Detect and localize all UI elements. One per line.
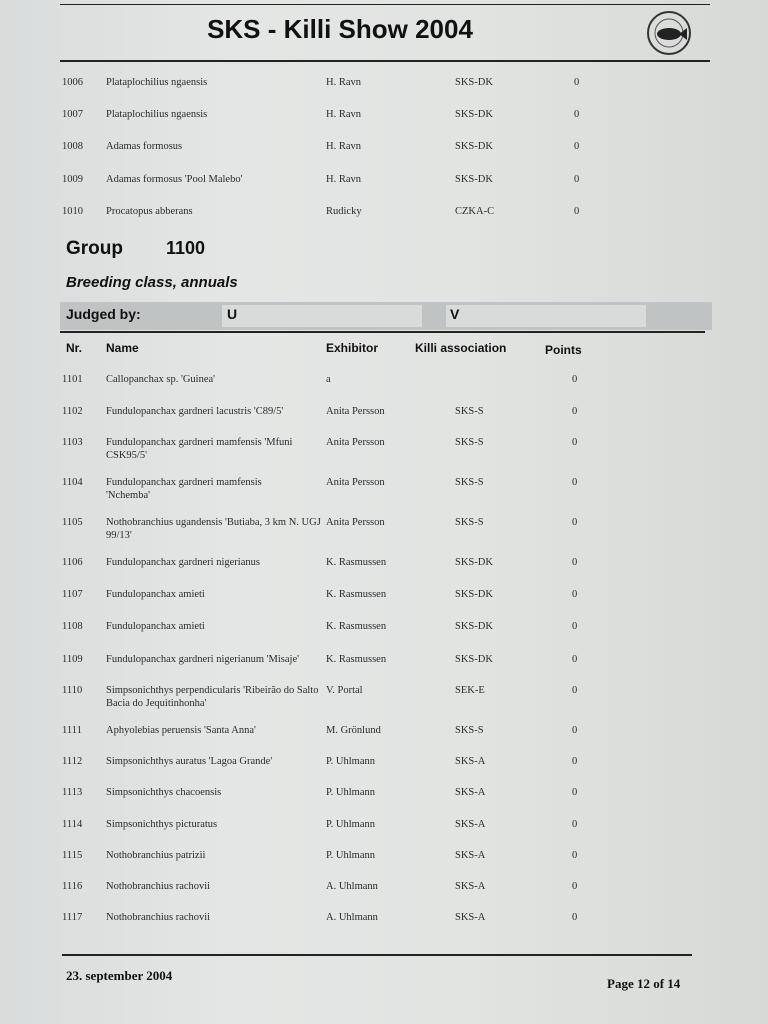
row-points: 0 [572, 406, 578, 417]
row-nr: 1102 [62, 406, 83, 417]
judge-1-box [222, 305, 422, 327]
row-points: 0 [572, 477, 578, 488]
row-name: Nothobranchius ugandensis 'Butiaba, 3 km N. UGJ 99/13' [106, 517, 321, 541]
row-nr: 1107 [62, 589, 83, 600]
row-points: 0 [572, 787, 578, 798]
row-nr: 1116 [62, 881, 83, 892]
row-name: Aphyolebias peruensis 'Santa Anna' [106, 725, 256, 736]
row-exhibitor: K. Rasmussen [326, 557, 387, 568]
row-nr: 1110 [62, 685, 83, 696]
row-name: Fundulopanchax amieti [106, 621, 205, 632]
row-exhibitor: P. Uhlmann [326, 787, 376, 798]
row-nr: 1101 [62, 374, 83, 385]
row-name: Fundulopanchax gardneri mamfensis 'Nchemba' [106, 477, 262, 501]
row-exhibitor: A. Uhlmann [326, 881, 378, 892]
row-name: Callopanchax sp. 'Guinea' [106, 374, 216, 385]
row-association: SKS-A [455, 756, 486, 767]
row-exhibitor: A. Uhlmann [326, 912, 378, 923]
row-association: SKS-S [455, 725, 484, 736]
row-exhibitor: Anita Persson [326, 406, 385, 417]
row-name: Adamas formosus 'Pool Malebo' [106, 174, 243, 185]
row-nr: 1008 [62, 141, 83, 152]
row-name: Fundulopanchax gardneri nigerianus [106, 557, 260, 568]
row-points: 0 [574, 174, 580, 185]
group-number: 1100 [166, 238, 206, 258]
judge-1-value: U [227, 306, 238, 322]
row-name: Simpsonichthys perpendicularis 'Ribeirão do Salto Bacia do Jequitinhonha' [106, 685, 319, 709]
row-association: SKS-DK [455, 654, 493, 665]
row-exhibitor: P. Uhlmann [326, 756, 376, 767]
row-association: SKS-DK [455, 621, 493, 632]
row-nr: 1108 [62, 621, 83, 632]
column-header-exhibitor: Exhibitor [326, 341, 379, 355]
row-nr: 1113 [62, 787, 83, 798]
row-points: 0 [572, 850, 578, 861]
row-exhibitor: P. Uhlmann [326, 819, 376, 830]
row-name: Nothobranchius rachovii [106, 912, 211, 923]
row-exhibitor: K. Rasmussen [326, 589, 387, 600]
row-association: SKS-DK [455, 557, 493, 568]
row-association: SKS-A [455, 850, 486, 861]
row-association: SKS-S [455, 437, 484, 448]
row-association: SKS-A [455, 881, 486, 892]
row-exhibitor: H. Ravn [326, 174, 361, 185]
row-association: SKS-A [455, 912, 486, 923]
row-association: SKS-A [455, 787, 486, 798]
footer-page-number: Page 12 of 14 [607, 976, 681, 991]
group-label: Group [66, 238, 123, 259]
row-nr: 1114 [62, 819, 83, 830]
row-points: 0 [572, 589, 578, 600]
row-exhibitor: P. Uhlmann [326, 850, 376, 861]
row-points: 0 [572, 685, 578, 696]
row-nr: 1007 [62, 109, 83, 120]
row-points: 0 [572, 517, 578, 528]
judge-2-box [446, 305, 646, 327]
row-name: Procatopus abberans [106, 206, 193, 217]
row-association: CZKA-C [455, 206, 495, 217]
row-points: 0 [572, 437, 578, 448]
row-exhibitor: K. Rasmussen [326, 621, 387, 632]
row-exhibitor: K. Rasmussen [326, 654, 387, 665]
row-points: 0 [572, 654, 578, 665]
row-points: 0 [572, 756, 578, 767]
row-points: 0 [572, 621, 578, 632]
row-exhibitor: H. Ravn [326, 77, 361, 88]
row-points: 0 [574, 141, 580, 152]
column-header-nr: Nr. [66, 341, 83, 355]
row-nr: 1117 [62, 912, 83, 923]
row-name: Plataplochilius ngaensis [106, 77, 208, 88]
row-exhibitor: H. Ravn [326, 109, 361, 120]
club-logo-icon [645, 10, 693, 56]
row-nr: 1010 [62, 206, 83, 217]
row-points: 0 [572, 881, 578, 892]
header-bottom-rule [60, 60, 710, 62]
row-exhibitor: Anita Persson [326, 517, 385, 528]
footer-date: 23. september 2004 [66, 968, 173, 983]
row-exhibitor: Anita Persson [326, 477, 385, 488]
row-name: Simpsonichthys chacoensis [106, 787, 222, 798]
row-exhibitor: Rudicky [326, 206, 362, 217]
row-points: 0 [572, 725, 578, 736]
row-association: SKS-A [455, 819, 486, 830]
row-nr: 1112 [62, 756, 83, 767]
row-exhibitor: H. Ravn [326, 141, 361, 152]
column-header-points: Points [545, 343, 582, 357]
page-title: SKS - Killi Show 2004 [207, 14, 473, 44]
row-association: SKS-S [455, 406, 484, 417]
row-exhibitor: Anita Persson [326, 437, 385, 448]
judged-by-label: Judged by: [66, 306, 141, 322]
row-association: SKS-DK [455, 77, 493, 88]
row-nr: 1104 [62, 477, 83, 488]
row-name: Fundulopanchax gardneri nigerianum 'Misaje' [106, 654, 300, 665]
row-name: Fundulopanchax gardneri lacustris 'C89/5' [106, 406, 284, 417]
row-exhibitor: V. Portal [326, 685, 363, 696]
row-nr: 1009 [62, 174, 83, 185]
row-nr: 1109 [62, 654, 83, 665]
row-name: Adamas formosus [106, 141, 183, 152]
row-association: SKS-S [455, 517, 484, 528]
row-association: SKS-DK [455, 174, 493, 185]
row-nr: 1115 [62, 850, 83, 861]
header-top-rule [60, 4, 710, 5]
row-name: Nothobranchius patrizii [106, 850, 206, 861]
row-points: 0 [574, 77, 580, 88]
row-points: 0 [572, 819, 578, 830]
row-nr: 1105 [62, 517, 83, 528]
judge-2-value: V [450, 306, 460, 322]
row-name: Plataplochilius ngaensis [106, 109, 208, 120]
class-name: Breeding class, annuals [66, 274, 238, 291]
row-points: 0 [574, 206, 580, 217]
row-name: Fundulopanchax amieti [106, 589, 205, 600]
row-exhibitor: a [326, 374, 331, 385]
judged-by-rule [60, 331, 705, 333]
row-points: 0 [572, 912, 578, 923]
row-nr: 1111 [62, 725, 82, 736]
row-name: Fundulopanchax gardneri mamfensis 'Mfuni CSK95/5' [106, 437, 293, 461]
row-association: SKS-S [455, 477, 484, 488]
row-nr: 1103 [62, 437, 83, 448]
row-points: 0 [572, 374, 578, 385]
row-name: Nothobranchius rachovii [106, 881, 211, 892]
row-association: SKS-DK [455, 109, 493, 120]
column-header-name: Name [106, 341, 139, 355]
row-association: SEK-E [455, 685, 485, 696]
row-name: Simpsonichthys picturatus [106, 819, 218, 830]
row-association: SKS-DK [455, 589, 493, 600]
row-nr: 1106 [62, 557, 83, 568]
row-association: SKS-DK [455, 141, 493, 152]
row-nr: 1006 [62, 77, 83, 88]
row-exhibitor: M. Grönlund [326, 725, 381, 736]
row-points: 0 [572, 557, 578, 568]
row-points: 0 [574, 109, 580, 120]
row-name: Simpsonichthys auratus 'Lagoa Grande' [106, 756, 273, 767]
column-header-association: Killi association [415, 341, 507, 355]
footer-rule [62, 954, 692, 956]
